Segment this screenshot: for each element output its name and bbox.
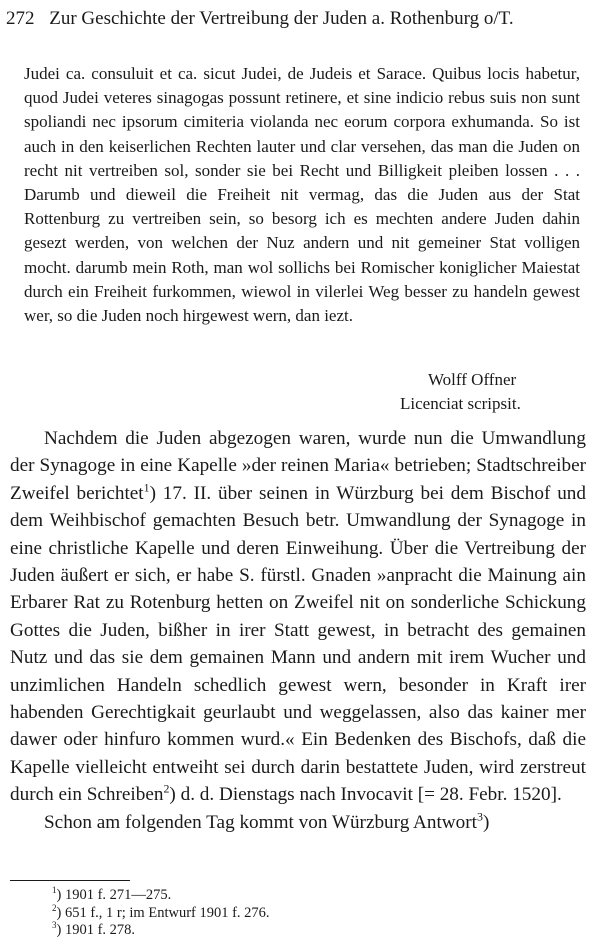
footnote-mark: 2 <box>52 902 57 913</box>
paragraph-1-text-c: d. d. Dienstags nach Invocavit [= 28. Febr. 1520]. <box>175 784 562 806</box>
paragraph-1: Nachdem die Juden abgezogen waren, wurde nun die Umwandlung der Synagoge in eine Kapelle »der reinen Maria« betrieben; Stadtschreiber Zweifel berichtet$^1$) 17. II. über seinen in Würzburg bei dem Bischof und dem Weihbischof gemachten Besuch betr. Umwandlung der Synagoge in eine christliche Kapelle und deren Einweihung. Über die Vertreibung der Juden äußert er sich, er habe S. fürstl. Gnaden »anpracht die Mainung ain Erbarer Rat zu Rotenburg hetten on Zweifel nit on sonderliche Schickung Gottes die Juden, bißher in irer Statt gewest, in betracht des gemainen Nutz und das sie dem gemainen Mann und andern mit irem Wucher und unzimlichen Handeln schedlich gewest wern, besonder in Kraft irer habenden Gerechtigkait geurlaubt und weggelassen, also das kainer mer dawer oder hinfuro kommen wurd.« Ein Bedenken des Bischofs, daß die Kapelle vielleicht entweiht sei durch darin bestattete Juden, wird zerstreut durch ein Schreiben$^2$) d. d. Dienstags nach Invocavit [= 28. Febr. 1520]. <box>10 428 586 806</box>
page-number: 272 <box>6 8 35 29</box>
footnotes <box>52 887 270 940</box>
running-title: Zur Geschichte der Vertreibung der Juden a. Rothenburg o/T. <box>49 8 514 29</box>
main-text <box>10 425 586 836</box>
footnote-mark: 1 <box>52 885 57 896</box>
footnote-1: $^1$) 1901 f. 271—275. <box>52 885 172 903</box>
paragraph-2: Schon am folgenden Tag kommt von Würzburg Antwort$^3$) <box>44 809 490 833</box>
footnote-ref-3: 3 <box>476 809 483 824</box>
paragraph-1-text-a: Nachdem die Juden abgezogen waren, wurde nun die Umwandlung der Synagoge in eine Kapelle »der reinen Maria« betrieben; Stadtschreiber Zweifel berichtet <box>10 428 586 504</box>
footnote-text: 1901 f. 271—275. <box>64 887 172 903</box>
paragraph-1-text-b: 17. II. über seinen in Würzburg bei dem Bischof und dem Weihbischof gemachten Besuch betr. Umwandlung der Synagoge in eine christliche Kapelle und deren Einweihung. Über die Vertreibung der Juden äußert er sich, er habe S. fürstl. Gnaden »anpracht die Mainung ain Erbarer Rat zu Rotenburg hetten on Zweifel nit on sonderliche Schickung Gottes die Juden, bißher in irer Statt gewest, in betracht des gemainen Nutz und das sie dem gemainen Mann und andern mit irem Wucher und unzimlichen Handeln schedlich gewest wern, besonder in Kraft irer habenden Gerechtigkait geurlaubt und weggelassen, also das kainer mer dawer oder hinfuro kommen wurd.« Ein Bedenken des Bischofs, daß die Kapelle vielleicht entweiht sei durch darin bestattete Juden, wird zerstreut durch ein Schreiben <box>10 482 586 806</box>
signature-block <box>400 368 570 416</box>
block-quote <box>24 62 580 328</box>
signature-title: Licenciat scripsit. <box>400 394 521 413</box>
footnote-text: 1901 f. 278. <box>64 922 136 938</box>
footnote-text: 651 f., 1 r; im Entwurf 1901 f. 276. <box>64 904 270 921</box>
paragraph-2-text: Schon am folgenden Tag kommt von Würzburg Antwort <box>44 811 477 833</box>
footnote-2: $^2$) 651 f., 1 r; im Entwurf 1901 f. 276. <box>52 902 270 921</box>
quote-text: Judei ca. consuluit et ca. sicut Judei, de Judeis et Sarace. Quibus locis habetur, quod Judei veteres sinagogas possunt retinere, et sine indicio rebus suis non sunt spoliandi nec ipsorum cimiteria violanda nec eorum corpora exhumanda. So ist auch in den keiserlichen Rechten lauter und clar versehen, das man die Juden on recht nit vertreiben sol, sonder sie bei Recht und Billigkeit pleiben lossen . . . Darumb und dieweil die Freiheit nit vermag, das die Juden aus der Stat Rottenburg zu vertreiben sein, so besorg ich es mechten andere Juden dahin gesezt werden, von welchen der Nuz andern und nit gemeiner Stat volligen mocht. darumb mein Roth, man wol sollichs bei Romischer koniglicher Maiestat durch ein Freiheit furkommen, wiewol in vilerlei Weg besser zu handeln gewest wer, so die Juden noch hirgewest wern, dan iezt. <box>24 64 580 326</box>
footnote-3: $^3$) 1901 f. 278. <box>52 920 136 938</box>
footnote-mark: 3 <box>52 920 57 931</box>
footnote-ref-2: 2 <box>163 781 170 796</box>
footnote-divider <box>10 880 130 881</box>
running-header <box>6 8 586 30</box>
footnote-ref-1: 1 <box>143 480 150 495</box>
signature-name: Wolff Offner <box>428 370 517 389</box>
